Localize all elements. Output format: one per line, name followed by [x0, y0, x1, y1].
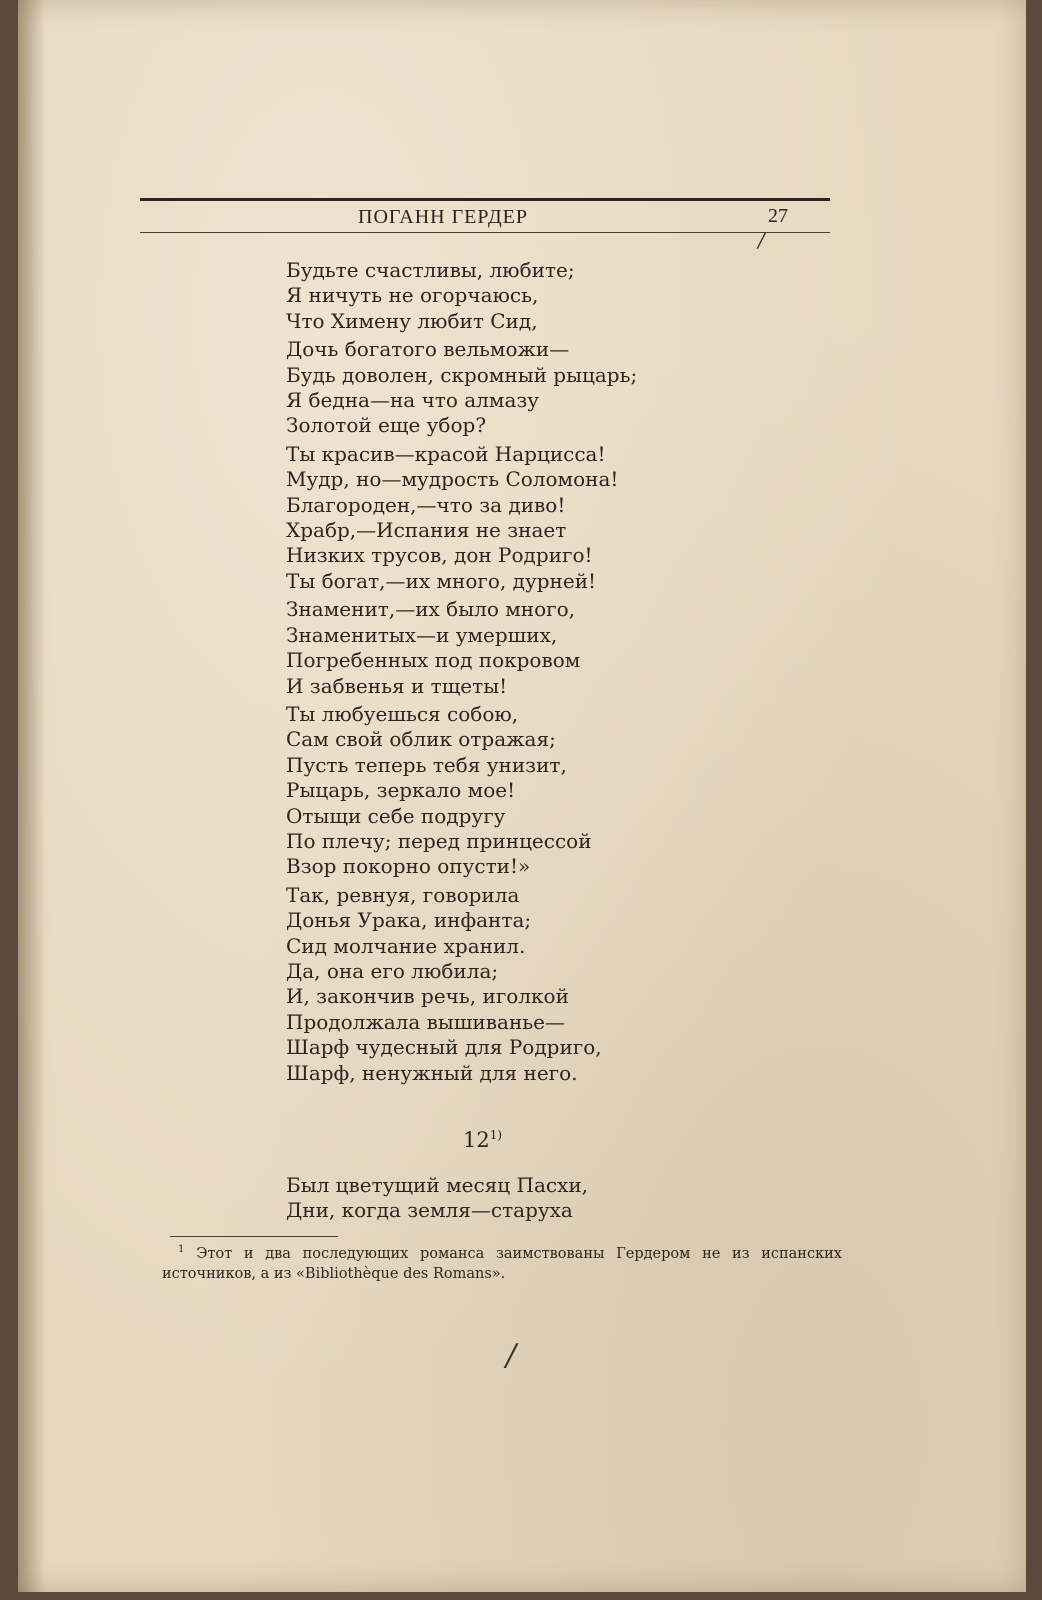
footnote-rule [170, 1236, 338, 1237]
footnote [162, 1240, 842, 1284]
poem-line: Да, она его любила; [286, 958, 499, 983]
poem-line: И забвенья и тщеты! [286, 673, 508, 698]
section-number [463, 1128, 502, 1152]
poem-line: Я бедна—на что алмазу [286, 388, 540, 413]
poem-line: Мудр, но—мудрость Соломона! [286, 467, 619, 492]
poem-line: Дни, когда земля—старуха [286, 1198, 573, 1223]
poem-line: Дочь богатого вельможи— [286, 337, 570, 362]
poem-line: Низких трусов, дон Родриго! [286, 543, 593, 568]
poem-line: Ты красив—красой Нарцисса! [286, 441, 606, 466]
stanza [286, 702, 846, 880]
poem-line: Сид молчание хранил. [286, 933, 526, 958]
poem-text [286, 258, 846, 1089]
poem-line: Будь доволен, скромный рыцарь; [286, 362, 638, 387]
section-number-value: 12 [463, 1128, 490, 1152]
poem-line: Отыщи себе подругу [286, 803, 506, 828]
poem-line: По плечу; перед принцессой [286, 828, 592, 853]
header-rule-bottom [140, 232, 830, 233]
pencil-mark: / [506, 1338, 517, 1373]
footnote-text: Этот и два последующих романса заимствованы Гердером не из испанских источников, а из «Bibliothèque des Romans». [162, 1245, 842, 1282]
header-rule-top [140, 198, 830, 201]
book-page [18, 0, 1026, 1592]
poem-line: Ты любуешься собою, [286, 701, 519, 726]
poem2-text [286, 1173, 588, 1224]
footnote-reference: 1) [489, 1128, 503, 1142]
running-title: ПОГАНН ГЕРДЕР [358, 206, 528, 228]
poem-line: Пусть теперь тебя унизит, [286, 752, 567, 777]
poem-line: Знаменит,—их было много, [286, 597, 576, 622]
poem-line: Я ничуть не огорчаюсь, [286, 283, 539, 308]
stanza [286, 337, 846, 439]
poem-line: Взор покорно опусти!» [286, 854, 531, 879]
poem-line: Шарф чудесный для Родриго, [286, 1035, 602, 1060]
stanza [286, 442, 846, 594]
poem-line: Шарф, ненужный для него. [286, 1060, 578, 1085]
poem-line: Продолжала вышиванье— [286, 1009, 565, 1034]
stanza [286, 258, 846, 334]
poem-line: Сам свой облик отражая; [286, 727, 556, 752]
poem-line: Так, ревнуя, говорила [286, 882, 520, 907]
pencil-mark: / [758, 228, 765, 252]
poem-line: Был цветущий месяц Пасхи, [286, 1173, 589, 1197]
poem-line: Благороден,—что за диво! [286, 492, 566, 517]
poem-line: Погребенных под покровом [286, 648, 581, 673]
poem-line: Золотой еще убор? [286, 413, 487, 438]
poem-line: И, закончив речь, иголкой [286, 984, 569, 1009]
poem-line: Знаменитых—и умерших, [286, 622, 558, 647]
page-spine-shadow [18, 0, 46, 1592]
footnote-marker: 1 [178, 1244, 185, 1255]
stanza [286, 597, 846, 699]
poem-line: Будьте счастливы, любите; [286, 258, 575, 282]
page-number: 27 [768, 205, 788, 227]
poem-line: Что Химену любит Сид, [286, 308, 538, 333]
poem-line: Донья Урака, инфанта; [286, 908, 532, 933]
poem-line: Ты богат,—их много, дурней! [286, 568, 597, 593]
poem-line: Рыцарь, зеркало мое! [286, 778, 516, 803]
poem-line: Храбр,—Испания не знает [286, 518, 567, 543]
stanza [286, 883, 846, 1086]
